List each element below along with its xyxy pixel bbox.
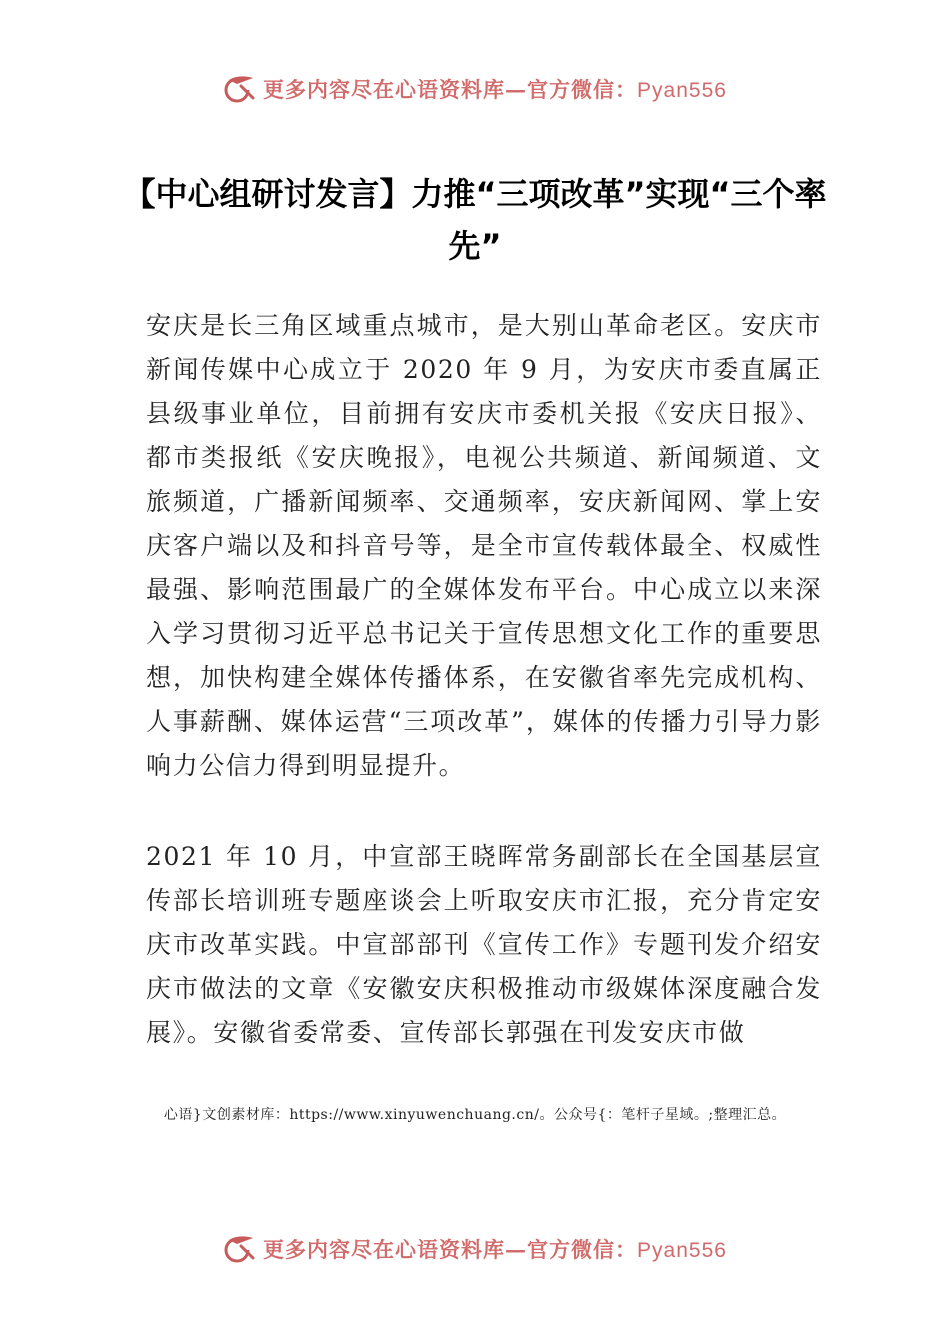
document-title: 【中心组研讨发言】力推“三项改革”实现“三个率先”: [123, 175, 827, 265]
footer-banner: [0, 1232, 950, 1266]
footer-wechat-id: Pyan556: [637, 1239, 727, 1262]
source-footnote: 心语}文创素材库：https://www.xinyuwenchuang.cn/。公众号{：笔杆子星域。;整理汇总。: [163, 1107, 787, 1123]
header-banner-text: 更多内容尽在心语资料库—官方微信：Pyan556: [263, 77, 727, 102]
footer-banner-text: 更多内容尽在心语资料库—官方微信：Pyan556: [263, 1237, 727, 1262]
header-wechat-id: Pyan556: [637, 79, 727, 102]
brush-logo-icon: [223, 72, 257, 106]
body-paragraph: 安庆是长三角区域重点城市，是大别山革命老区。安庆市新闻传媒中心成立于 2020 年 9 月，为安庆市委直属正县级事业单位，目前拥有安庆市委机关报《安庆日报》、都市类报纸《安庆晚报》，电视公共频道、新闻频道、文旅频道，广播新闻频率、交通频率，安庆新闻网、掌上安庆客户端以及和抖音号等，是全市宣传载体最全、权威性最强、影响范围最广的全媒体发布平台。中心成立以来深入学习贯彻习近平总书记关于宣传思想文化工作的重要思想，加快构建全媒体传播体系，在安徽省率先完成机构、人事薪酬、媒体运营“三项改革”，媒体的传播力引导力影响力公信力得到明显提升。: [146, 311, 822, 780]
brush-logo-icon: [223, 1232, 257, 1266]
body-paragraph: 2021 年 10 月，中宣部王晓晖常务副部长在全国基层宣传部长培训班专题座谈会上听取安庆市汇报，充分肯定安庆市改革实践。中宣部部刊《宣传工作》专题刊发介绍安庆市做法的文章《安徽安庆积极推动市级媒体深度融合发展》。安徽省委常委、宣传部长郭强在刊发安庆市做: [146, 842, 822, 1047]
header-banner: [0, 72, 950, 106]
